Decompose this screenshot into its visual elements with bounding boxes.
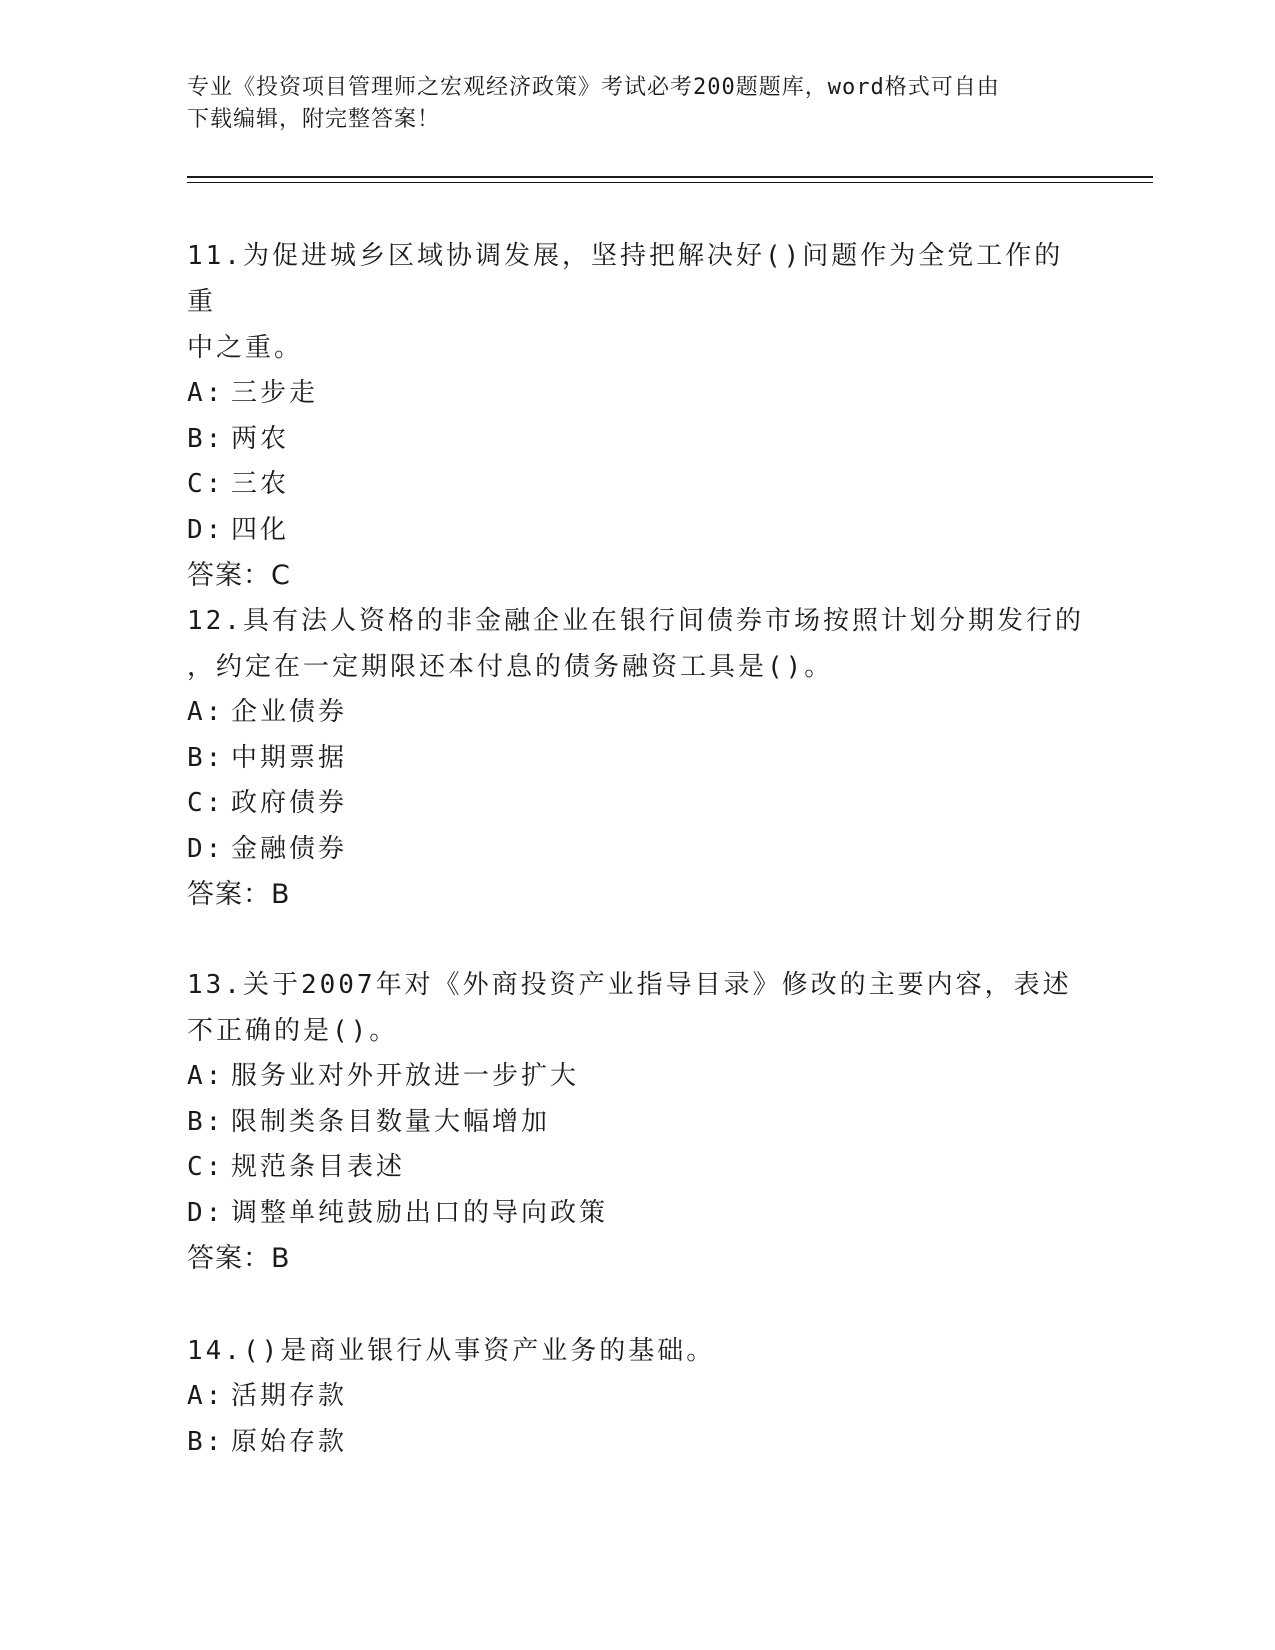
option-c bbox=[187, 462, 1087, 508]
option-letter: A: bbox=[187, 697, 225, 727]
option-letter: A: bbox=[187, 1381, 225, 1411]
option-letter: B: bbox=[187, 423, 225, 454]
option-a bbox=[187, 1374, 1087, 1420]
answer-label: 答案：B bbox=[187, 879, 291, 910]
answer-label: 答案：B bbox=[187, 1243, 291, 1274]
answer-label: 答案：C bbox=[187, 560, 291, 591]
option-letter: B: bbox=[187, 742, 225, 773]
option-c bbox=[187, 1145, 1087, 1191]
question-14 bbox=[187, 1328, 1087, 1465]
option-text: 企业债券 bbox=[231, 697, 348, 727]
option-text: 原始存款 bbox=[231, 1426, 348, 1457]
option-d bbox=[187, 827, 1087, 873]
option-a bbox=[187, 690, 1087, 736]
option-c bbox=[187, 781, 1087, 827]
option-d bbox=[187, 1191, 1087, 1237]
question-stem-line: 13.关于2007年对《外商投资产业指导目录》修改的主要内容，表述 bbox=[187, 970, 1072, 1000]
option-text: 三步走 bbox=[231, 378, 319, 408]
header-rule-thick bbox=[187, 176, 1153, 178]
header-rule-thin bbox=[187, 182, 1153, 183]
option-letter: B: bbox=[187, 1106, 225, 1137]
question-11 bbox=[187, 233, 1087, 599]
question-stem bbox=[187, 233, 1087, 371]
question-stem bbox=[187, 962, 1087, 1054]
option-text: 四化 bbox=[231, 514, 290, 545]
question-stem bbox=[187, 1328, 1087, 1374]
option-text: 服务业对外开放进一步扩大 bbox=[231, 1061, 580, 1091]
option-letter: D: bbox=[187, 514, 225, 545]
option-text: 中期票据 bbox=[231, 742, 348, 773]
option-letter: B: bbox=[187, 1426, 225, 1457]
option-b bbox=[187, 736, 1087, 782]
option-text: 规范条目表述 bbox=[231, 1152, 406, 1182]
question-stem-line: ，约定在一定期限还本付息的债务融资工具是()。 bbox=[187, 652, 834, 682]
option-text: 三农 bbox=[231, 469, 290, 499]
option-letter: C: bbox=[187, 1152, 225, 1182]
document-header bbox=[187, 72, 1087, 136]
question-stem-line: 11.为促进城乡区域协调发展，坚持把解决好()问题作为全党工作的重 bbox=[187, 241, 1064, 317]
option-letter: C: bbox=[187, 788, 225, 818]
option-a bbox=[187, 371, 1087, 417]
question-13 bbox=[187, 962, 1087, 1282]
option-text: 两农 bbox=[231, 423, 290, 454]
option-letter: A: bbox=[187, 1061, 225, 1091]
question-stem bbox=[187, 598, 1087, 690]
question-stem-line: 12.具有法人资格的非金融企业在银行间债券市场按照计划分期发行的 bbox=[187, 606, 1084, 636]
option-b bbox=[187, 1100, 1087, 1146]
option-letter: D: bbox=[187, 833, 225, 864]
header-line-2: 下载编辑，附完整答案！ bbox=[187, 107, 441, 132]
option-letter: A: bbox=[187, 378, 225, 408]
header-line-1: 专业《投资项目管理师之宏观经济政策》考试必考200题题库，word格式可自由 bbox=[187, 75, 1000, 100]
option-text: 金融债券 bbox=[231, 833, 348, 864]
option-a bbox=[187, 1054, 1087, 1100]
option-d bbox=[187, 508, 1087, 554]
option-letter: D: bbox=[187, 1197, 225, 1228]
option-letter: C: bbox=[187, 469, 225, 499]
option-b bbox=[187, 417, 1087, 463]
question-12 bbox=[187, 598, 1087, 918]
option-b bbox=[187, 1420, 1087, 1466]
question-stem-line: 不正确的是()。 bbox=[187, 1016, 399, 1046]
question-stem-line: 中之重。 bbox=[187, 333, 304, 363]
option-text: 政府债券 bbox=[231, 788, 348, 818]
option-text: 调整单纯鼓励出口的导向政策 bbox=[231, 1197, 609, 1228]
option-text: 活期存款 bbox=[231, 1381, 348, 1411]
question-stem-line: 14.()是商业银行从事资产业务的基础。 bbox=[187, 1336, 716, 1366]
option-text: 限制类条目数量大幅增加 bbox=[231, 1106, 551, 1137]
